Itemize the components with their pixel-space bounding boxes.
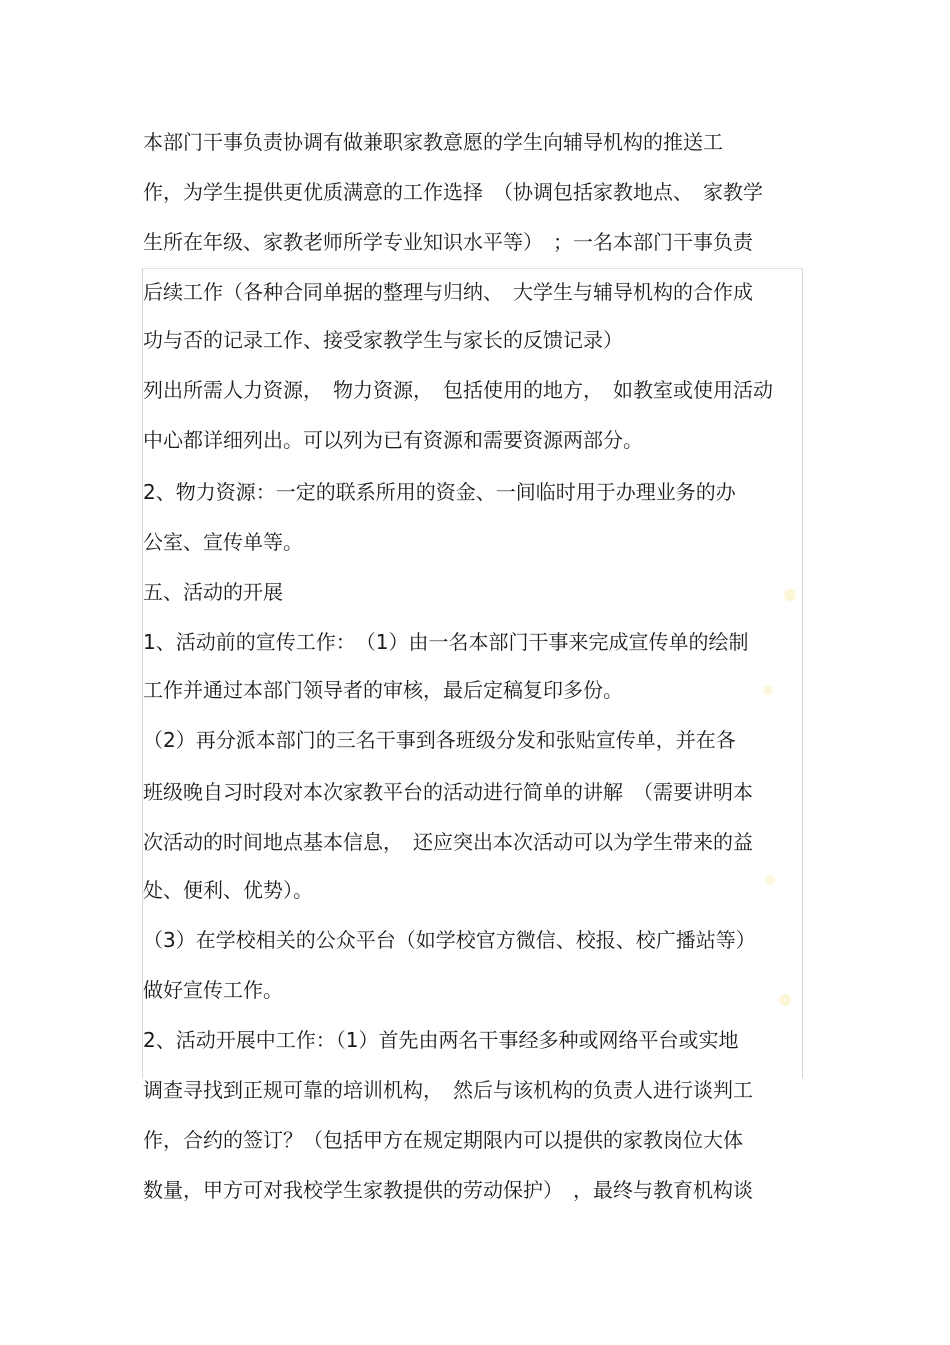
text-line-13: （2）再分派本部门的三名干事到各班级分发和张贴宣传单，并在各 — [143, 728, 736, 752]
text-line-5: 功与否的记录工作、接受家教学生与家长的反馈记录） — [143, 328, 623, 352]
text-line-14: 班级晚自习时段对本次家教平台的活动进行简单的讲解 （需要讲明本 — [143, 780, 753, 804]
section-heading: 五、活动的开展 — [143, 580, 283, 604]
text-line-7: 中心都详细列出。可以列为已有资源和需要资源两部分。 — [143, 428, 643, 452]
text-line-20: 调查寻找到正规可靠的培训机构， 然后与该机构的负责人进行谈判工 — [143, 1078, 753, 1102]
text-line-4: 后续工作（各种合同单据的整理与归纳、 大学生与辅导机构的合作成 — [143, 280, 753, 304]
text-line-2: 作，为学生提供更优质满意的工作选择 （协调包括家教地点、 家教学 — [143, 180, 763, 204]
text-line-1: 本部门干事负责协调有做兼职家教意愿的学生向辅导机构的推送工 — [143, 130, 723, 154]
text-line-12: 工作并通过本部门领导者的审核，最后定稿复印多份。 — [143, 678, 623, 702]
scan-speckle-decoration — [760, 580, 820, 1040]
text-line-6: 列出所需人力资源， 物力资源， 包括使用的地方， 如教室或使用活动 — [143, 378, 773, 402]
text-line-19: 2、活动开展中工作：（1）首先由两名干事经多种或网络平台或实地 — [143, 1028, 739, 1052]
text-line-22: 数量，甲方可对我校学生家教提供的劳动保护） ，最终与教育机构谈 — [143, 1178, 753, 1202]
text-line-21: 作，合约的签订？（包括甲方在规定期限内可以提供的家教岗位大体 — [143, 1128, 743, 1152]
text-line-15: 次活动的时间地点基本信息， 还应突出本次活动可以为学生带来的益 — [143, 830, 753, 854]
text-line-16: 处、便利、优势）。 — [143, 878, 313, 902]
text-line-17: （3）在学校相关的公众平台（如学校官方微信、校报、校广播站等） — [143, 928, 756, 952]
text-line-3: 生所在年级、家教老师所学专业知识水平等） ；一名本部门干事负责 — [143, 230, 753, 254]
text-line-8: 2、物力资源：一定的联系所用的资金、一间临时用于办理业务的办 — [143, 480, 736, 504]
text-line-11: 1、活动前的宣传工作： （1）由一名本部门干事来完成宣传单的绘制 — [143, 630, 749, 654]
text-line-9: 公室、宣传单等。 — [143, 530, 303, 554]
text-line-18: 做好宣传工作。 — [143, 978, 283, 1002]
